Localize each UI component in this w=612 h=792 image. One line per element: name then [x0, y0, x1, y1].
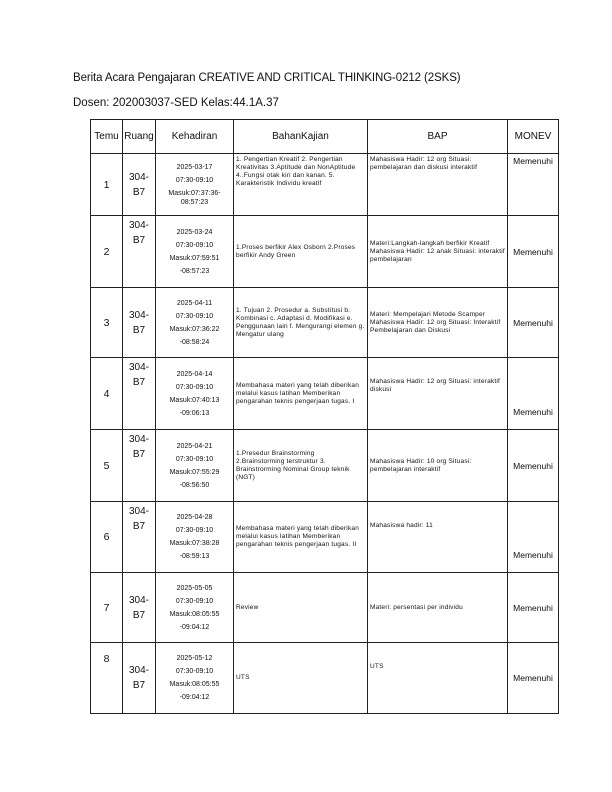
check-in: Masuk:07:38:28 — [169, 540, 220, 547]
session-time: 07:30-09:10 — [175, 527, 214, 534]
header-bahan-kajian: BahanKajian — [234, 120, 368, 154]
meeting-number: 3 — [91, 288, 123, 358]
study-material: Membahasa materi yang telah diberikan melalui kasus latihan Memberikan pengarahan teknis pengerjaan tugas. I — [234, 358, 368, 430]
header-temu: Temu — [91, 120, 123, 154]
check-out: -08:58:24 — [179, 338, 210, 346]
table-row — [91, 288, 559, 358]
header-bap: BAP — [368, 120, 508, 154]
check-in: Masuk:07:55:29 — [169, 468, 220, 476]
session-date: 2025-05-12 — [176, 655, 213, 662]
bap-notes: Mahasiswa Hadir: 12 org Situasi: interaktif diskusi — [368, 358, 508, 430]
monev-status: Memenuhi — [508, 573, 559, 643]
bap-notes: Materi: persentasi per individu — [368, 573, 508, 643]
attendance-cell — [156, 216, 234, 288]
monev-status: Memenuhi — [508, 154, 559, 216]
study-material: Review — [234, 573, 368, 643]
document-title: Berita Acara Pengajaran CREATIVE AND CRITICAL THINKING-0212 (2SKS) — [73, 72, 461, 84]
attendance-cell — [156, 358, 234, 430]
check-out: -08:56:50 — [179, 481, 210, 489]
room: 304-B7 — [123, 573, 156, 643]
attendance-cell — [156, 430, 234, 502]
table-row — [91, 643, 559, 714]
check-in: Masuk:07:40:13 — [169, 396, 220, 404]
room: 304-B7 — [123, 154, 156, 216]
session-time: 07:30-09:10 — [175, 455, 214, 463]
attendance-cell — [156, 288, 234, 358]
attendance-table — [90, 119, 559, 714]
table-row — [91, 573, 559, 643]
bap-notes: Materi:Langkah-langkah berfikir Kreatif Mahasiswa Hadir: 12 anak Situasi: interaktif pembelajaran — [368, 216, 508, 288]
session-date: 2025-04-14 — [176, 370, 213, 378]
session-time: 07:30-09:10 — [175, 176, 214, 184]
session-time: 07:30-09:10 — [175, 241, 214, 249]
check-out: -09:04:12 — [179, 623, 210, 631]
monev-status: Memenuhi — [508, 502, 559, 573]
monev-status: Memenuhi — [508, 643, 559, 714]
check-in: Masuk:07:36:22 — [169, 325, 220, 333]
table-header-row — [91, 120, 559, 154]
room: 304-B7 — [123, 216, 156, 288]
room: 304-B7 — [123, 502, 156, 573]
monev-status: Memenuhi — [508, 216, 559, 288]
attendance-cell — [156, 502, 234, 573]
bap-notes: Materi: Mempelajari Metode Scamper Mahasiswa Hadir: 12 org Situasi: Interaktif Pembelajaran dan Diskusi — [368, 288, 508, 358]
check-in-text: Masuk:07:37:36 — [168, 189, 219, 197]
bap-notes: Mahasiswa Hadir: 12 org Situasi: pembelajaran dan diskusi interaktif — [368, 154, 508, 216]
table-row — [91, 430, 559, 502]
bap-notes: Mahasiswa hadir: 11 — [368, 502, 508, 573]
attendance-cell — [156, 643, 234, 714]
study-material: Membahasa materi yang telah diberikan melalui kasus latihan Memberikan pengarahan teknis pengerjaan tugas. II — [234, 502, 368, 573]
session-time: 07:30-09:10 — [175, 312, 214, 320]
meeting-number: 4 — [91, 358, 123, 430]
meeting-number: 2 — [91, 216, 123, 288]
room: 304-B7 — [123, 430, 156, 502]
check-out-text: -08:57:23 — [180, 189, 221, 206]
monev-status: Memenuhi — [508, 358, 559, 430]
check-in — [156, 189, 233, 207]
check-out: -08:57:23 — [179, 267, 210, 275]
monev-status: Memenuhi — [508, 288, 559, 358]
bap-notes: UTS — [368, 643, 508, 714]
header-ruang: Ruang — [123, 120, 156, 154]
check-out: -09:06:13 — [179, 409, 210, 417]
session-date: 2025-03-24 — [176, 228, 213, 236]
session-date: 2025-04-28 — [176, 514, 213, 521]
table-row — [91, 502, 559, 573]
study-material: 1. Pengertian Kreatif 2. Pengertian Kreativitas 3.Aptitude dan NonAptitude 4..Fungsi otak kiri dan kanan. 5. Karakteristik Individu kreatif — [234, 154, 368, 216]
room: 304-B7 — [123, 358, 156, 430]
session-date: 2025-03-17 — [176, 163, 213, 171]
check-out: -09:04:12 — [179, 694, 210, 701]
study-material: 1.Presedur Brainstorming 2.Brainstorming terstruktur 3. Brainstrorming Nominal Group teknik (NGT) — [234, 430, 368, 502]
room-number: 304-B7 — [128, 665, 149, 691]
session-time: 07:30-09:10 — [175, 597, 214, 605]
session-date: 2025-04-11 — [176, 299, 213, 307]
header-kehadiran: Kehadiran — [156, 120, 234, 154]
attendance-cell — [156, 154, 234, 216]
table-row — [91, 358, 559, 430]
session-time: 07:30-09:10 — [175, 668, 214, 675]
table-row — [91, 216, 559, 288]
check-in: Masuk:07:59:51 — [169, 254, 220, 262]
study-material: UTS — [234, 643, 368, 714]
room — [123, 643, 156, 714]
lecturer-class-line: Dosen: 202003037-SED Kelas:44.1A.37 — [73, 97, 279, 109]
room: 304-B7 — [123, 288, 156, 358]
session-time: 07:30-09:10 — [175, 383, 214, 391]
meeting-number: 7 — [91, 573, 123, 643]
check-in: Masuk:08:05:55 — [169, 681, 220, 688]
session-date: 2025-05-05 — [176, 584, 213, 592]
table-row — [91, 154, 559, 216]
study-material: 1.Proses berfikir Alex Osborn 2.Proses berfikir Andy Green — [234, 216, 368, 288]
meeting-number: 5 — [91, 430, 123, 502]
check-out: -08:59:13 — [179, 553, 210, 560]
header-monev: MONEV — [508, 120, 559, 154]
meeting-number: 1 — [91, 154, 123, 216]
monev-status: Memenuhi — [508, 430, 559, 502]
check-in: Masuk:08:05:55 — [169, 610, 220, 618]
attendance-cell — [156, 573, 234, 643]
study-material: 1. Tujuan 2. Prosedur a. Substitusi b. Kombinasi c. Adaptasi d. Modifikasi e. Penggunaan lain f. Mengurangi elemen g. Mengatur ulang — [234, 288, 368, 358]
session-date: 2025-04-21 — [176, 442, 213, 450]
meeting-number: 6 — [91, 502, 123, 573]
meeting-number: 8 — [91, 643, 123, 714]
bap-notes: Mahasiswa Hadir: 10 org Situasi: pembelajaran interaktif — [368, 430, 508, 502]
